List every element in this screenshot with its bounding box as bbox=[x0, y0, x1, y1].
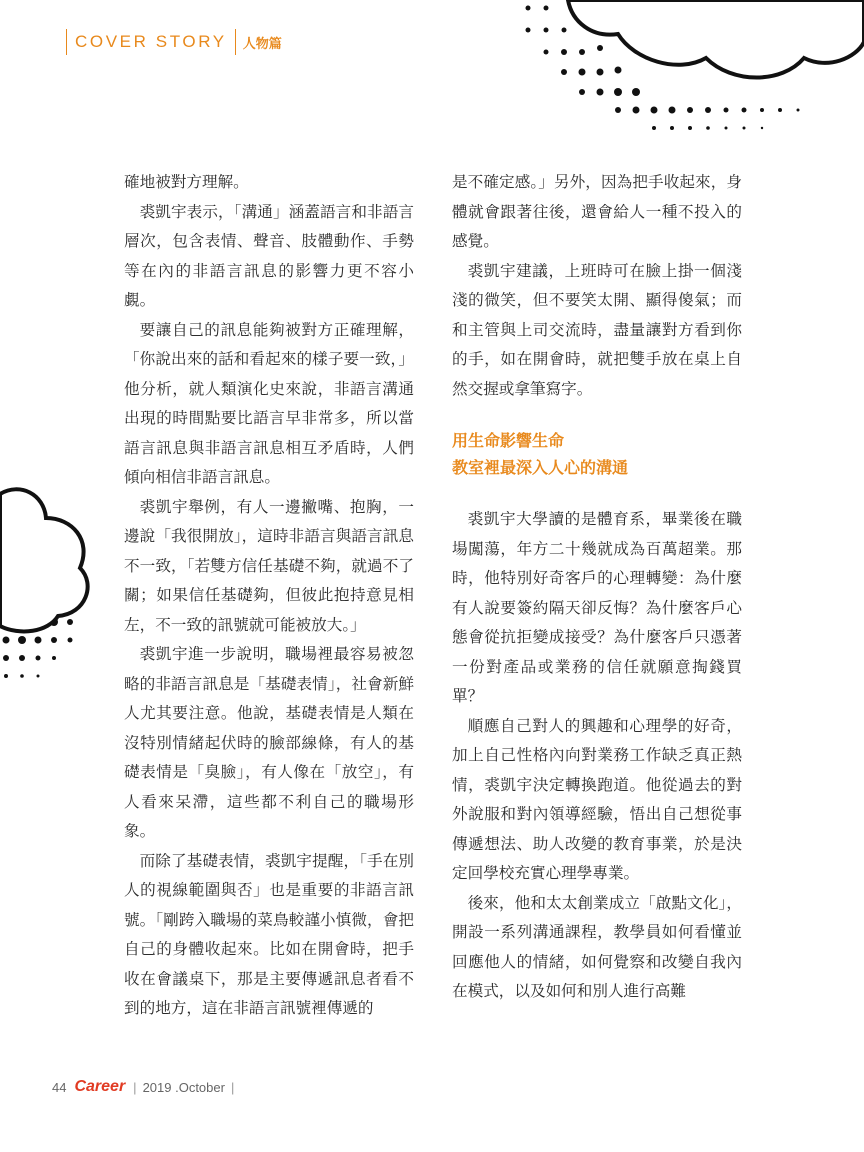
header-divider-right bbox=[235, 29, 236, 55]
article-column-left bbox=[124, 168, 414, 1024]
page-footer bbox=[52, 1077, 240, 1097]
section-title: COVER STORY bbox=[75, 32, 227, 51]
section-header bbox=[66, 28, 282, 56]
header-divider-left bbox=[66, 29, 67, 55]
issue-date: 2019 .October bbox=[142, 1079, 225, 1095]
paragraph: 確地被對方理解。 bbox=[124, 173, 249, 191]
comic-cloud-left-decoration bbox=[0, 480, 100, 690]
footer-separator: | bbox=[230, 1079, 235, 1095]
paragraph: 裘凱宇建議，上班時可在臉上掛一個淺淺的微笑，但不要笑太開、顯得傻氣；而和主管與上司交流時，盡量讓對方看到你的手，如在開會時，就把雙手放在桌上自然交握或拿筆寫字。 bbox=[452, 261, 742, 398]
magazine-logo: Career bbox=[74, 1078, 126, 1095]
article-column-right bbox=[452, 168, 742, 1007]
paragraph: 裘凱宇大學讀的是體育系，畢業後在職場闖蕩，年方二十幾就成為百萬超業。那時，他特別好奇客戶的心理轉變：為什麼有人說要簽約隔天卻反悔？為什麼客戶心態會從抗拒變成接受？為什麼客戶只憑著一份對產品或業務的信任就願意掏錢買單？ bbox=[452, 510, 742, 705]
paragraph: 裘凱宇進一步說明，職場裡最容易被忽略的非語言訊息是「基礎表情」，社會新鮮人尤其要注意。他說，基礎表情是人類在沒特別情緒起伏時的臉部線條，有人的基礎表情是「臭臉」，有人像在「放空」，有人看來呆滯，這些都不利自己的職場形象。 bbox=[124, 645, 414, 840]
subheading-line-1: 用生命影響生命 bbox=[452, 431, 565, 450]
page-number: 44 bbox=[52, 1079, 67, 1095]
subheading-line-2: 教室裡最深入人心的溝通 bbox=[452, 458, 629, 477]
paragraph: 順應自己對人的興趣和心理學的好奇，加上自己性格內向對業務工作缺乏真正熱情，裘凱宇決定轉換跑道。他從過去的對外說服和對內領導經驗，悟出自己想從事傳遞想法、助人改變的教育事業，於是決定回學校充實心理學專業。 bbox=[452, 716, 742, 882]
paragraph: 後來，他和太太創業成立「啟點文化」，開設一系列溝通課程，教學員如何看懂並回應他人的情緒，如何覺察和改變自我內在模式，以及如何和別人進行高難 bbox=[452, 893, 742, 1000]
footer-separator: | bbox=[133, 1079, 137, 1095]
paragraph: 而除了基礎表情，裘凱宇提醒，「手在別人的視線範圍與否」也是重要的非語言訊號。「剛跨入職場的菜鳥較謹小慎微，會把自己的身體收起來。比如在開會時，把手收在會議桌下，那是主要傳遞訊息者看不到的地方，這在非語言訊號裡傳遞的 bbox=[124, 851, 414, 1017]
paragraph: 要讓自己的訊息能夠被對方正確理解，「你說出來的話和看起來的樣子要一致，」他分析，就人類演化史來說，非語言溝通出現的時間點要比語言早非常多，所以當語言訊息與非語言訊息相互矛盾時，人們傾向相信非語言訊息。 bbox=[124, 320, 414, 486]
section-subtitle: 人物篇 bbox=[242, 35, 282, 51]
paragraph: 裘凱宇舉例，有人一邊撇嘴、抱胸，一邊說「我很開放」，這時非語言與語言訊息不一致，「若雙方信任基礎不夠，就過不了關；如果信任基礎夠，但彼此抱持意見相左，不一致的訊號就可能被放大。」 bbox=[124, 497, 414, 634]
paragraph: 是不確定感。」另外，因為把手收起來，身體就會跟著往後，還會給人一種不投入的感覺。 bbox=[452, 173, 742, 250]
paragraph: 裘凱宇表示，「溝通」涵蓋語言和非語言層次，包含表情、聲音、肢體動作、手勢等在內的非語言訊息的影響力更不容小覷。 bbox=[124, 202, 414, 309]
comic-cloud-top-decoration bbox=[510, 0, 864, 135]
section-subheading bbox=[452, 427, 742, 481]
